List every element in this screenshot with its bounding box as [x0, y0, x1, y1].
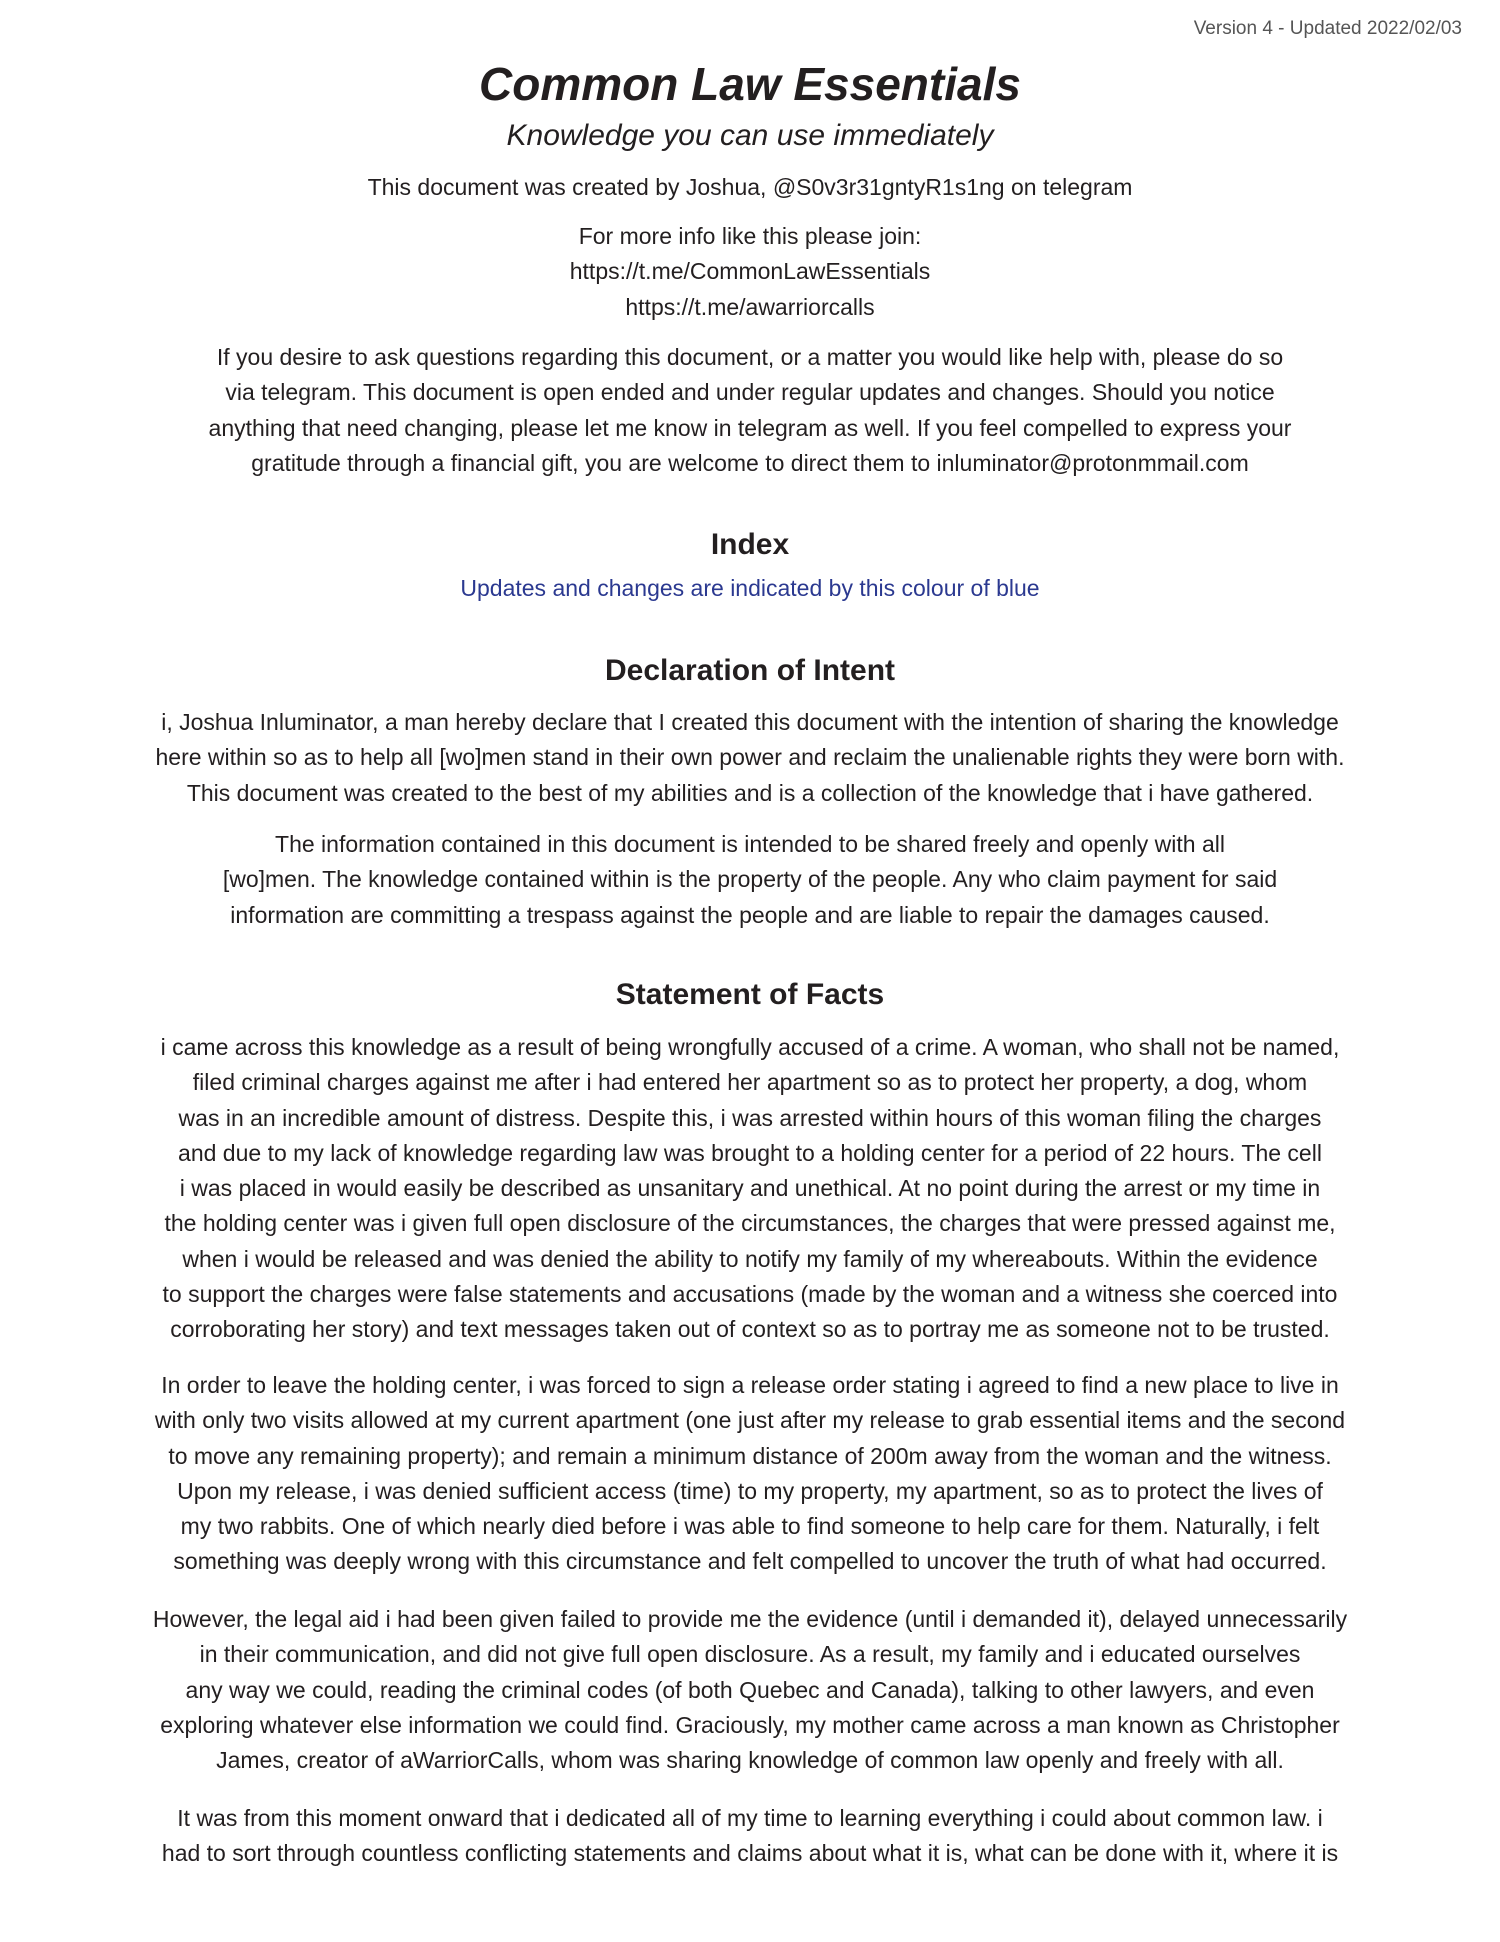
text-line: corroborating her story) and text messages taken out of context so as to portray me as someone not to be trusted. — [170, 1316, 1330, 1343]
text-line: my two rabbits. One of which nearly died before i was able to find someone to help care for them. Naturally, i felt — [180, 1513, 1320, 1540]
text-line: It was from this moment onward that i dedicated all of my time to learning everything i could about common law. i — [177, 1805, 1323, 1831]
text-line: gratitude through a financial gift, you are welcome to direct them to inluminator@protonmmail.com — [251, 449, 1249, 476]
text-line: information are committing a trespass against the people and are liable to repair the damages caused. — [230, 901, 1270, 928]
text-line: was in an incredible amount of distress. Despite this, i was arrested within hours of this woman filing the charges — [178, 1104, 1322, 1131]
index-note-text: Updates and changes are indicated by this colour of blue — [460, 575, 1040, 601]
intro-paragraph — [0, 340, 1500, 481]
index-heading: Index — [710, 528, 790, 561]
text-line: James, creator of aWarriorCalls, whom was sharing knowledge of common law openly and freely with all. — [216, 1747, 1284, 1774]
text-line: in their communication, and did not give full open disclosure. As a result, my family and i educated ourselves — [199, 1641, 1301, 1668]
text-line: and due to my lack of knowledge regarding law was brought to a holding center for a period of 22 hours. The cell — [178, 1139, 1322, 1166]
text-line: something was deeply wrong with this circumstance and felt compelled to uncover the truth of what had occurred. — [173, 1548, 1327, 1575]
statement-paragraph-1 — [0, 1030, 1500, 1348]
document-title: Common Law Essentials — [479, 58, 1021, 110]
more-info — [0, 219, 1500, 325]
text-line: However, the legal aid i had been given failed to provide me the evidence (until i demanded it), delayed unnecessarily — [152, 1606, 1348, 1632]
author-line — [0, 170, 1500, 205]
text-line: exploring whatever else information we could find. Graciously, my mother came across a man known as Christopher — [160, 1711, 1340, 1738]
text-line: to support the charges were false statements and accusations (made by the woman and a witness she coerced into — [162, 1281, 1338, 1308]
statement-paragraph-3 — [0, 1602, 1500, 1778]
statement-heading: Statement of Facts — [615, 978, 885, 1011]
text-line: anything that need changing, please let me know in telegram as well. If you feel compelled to express your — [208, 414, 1292, 441]
text-line: the holding center was i given full open disclosure of the circumstances, the charges that were pressed against me, — [164, 1210, 1336, 1237]
text-line: [wo]men. The knowledge contained within is the property of the people. Any who claim payment for said — [222, 866, 1278, 893]
text-line: when i would be released and was denied the ability to notify my family of my whereabouts. Within the evidence — [182, 1245, 1318, 1272]
declaration-paragraph-2 — [0, 827, 1500, 933]
link-awarriorcalls[interactable]: https://t.me/awarriorcalls — [625, 293, 875, 320]
text-line: The information contained in this document is intended to be shared freely and openly with all — [275, 831, 1225, 857]
link-commonlawessentials[interactable]: https://t.me/CommonLawEssentials — [569, 258, 931, 285]
text-line: had to sort through countless conflicting statements and claims about what it is, what can be done with it, where it is — [161, 1840, 1339, 1867]
text-line: If you desire to ask questions regarding this document, or a matter you would like help with, please do so — [216, 344, 1284, 370]
text-line: with only two visits allowed at my current apartment (one just after my release to grab essential items and the second — [154, 1407, 1346, 1434]
declaration-paragraph-1 — [0, 705, 1500, 811]
declaration-heading: Declaration of Intent — [604, 654, 896, 687]
version-label: Version 4 - Updated 2022/02/03 — [1193, 18, 1462, 39]
text-line: to move any remaining property); and remain a minimum distance of 200m away from the woman and the witness. — [168, 1442, 1332, 1469]
statement-paragraph-2 — [0, 1368, 1500, 1580]
author-text: This document was created by Joshua, @S0v3r31gntyR1s1ng on telegram — [367, 174, 1133, 200]
text-line: Upon my release, i was denied sufficient access (time) to my property, my apartment, so as to protect the lives of — [177, 1477, 1323, 1504]
text-line: i came across this knowledge as a result of being wrongfully accused of a crime. A woman, who shall not be named, — [160, 1034, 1340, 1060]
text-line: i was placed in would easily be described as unsanitary and unethical. At no point during the arrest or my time in — [179, 1175, 1321, 1202]
text-line: This document was created to the best of my abilities and is a collection of the knowledge that i have gathered. — [186, 779, 1314, 806]
text-line: In order to leave the holding center, i was forced to sign a release order stating i agreed to find a new place to live in — [161, 1372, 1339, 1398]
document-subtitle: Knowledge you can use immediately — [506, 119, 994, 152]
text-line: here within so as to help all [wo]men stand in their own power and reclaim the unalienable rights they were born with. — [155, 744, 1345, 771]
text-line: via telegram. This document is open ended and under regular updates and changes. Should you notice — [225, 379, 1275, 406]
index-note — [0, 571, 1500, 606]
text-line: filed criminal charges against me after i had entered her apartment so as to protect her property, a dog, whom — [192, 1069, 1308, 1096]
statement-paragraph-4 — [0, 1801, 1500, 1872]
more-info-label: For more info like this please join: — [578, 223, 922, 249]
text-line: i, Joshua Inluminator, a man hereby declare that I created this document with the intention of sharing the knowledge — [161, 709, 1339, 735]
text-line: any way we could, reading the criminal codes (of both Quebec and Canada), talking to other lawyers, and even — [185, 1676, 1315, 1703]
